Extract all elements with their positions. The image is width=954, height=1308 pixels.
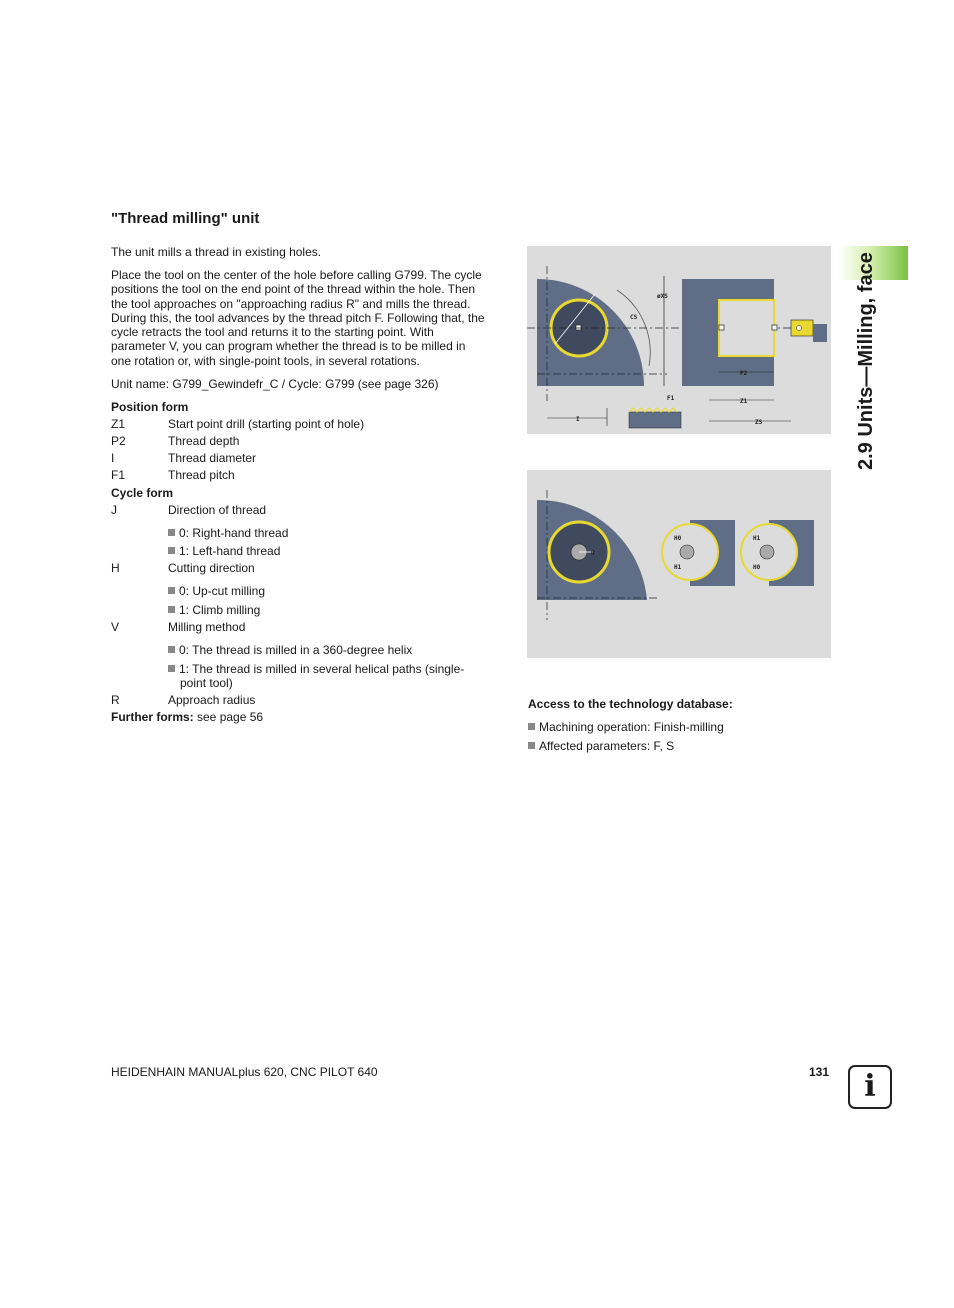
label-cs: CS — [630, 314, 638, 321]
description-line: Place the tool on the center of the hole before calling G799. The cycle — [111, 268, 482, 282]
option-item: 0: The thread is milled in a 360-degree helix — [168, 643, 412, 657]
description-line: positions the tool on the end point of the thread within the hole. Then — [111, 282, 476, 297]
technology-item: Machining operation: Finish-milling — [528, 720, 724, 734]
intro-text: The unit mills a thread in existing holes. — [111, 245, 322, 259]
option-item-continued: point tool) — [180, 676, 233, 690]
option-item: 1: The thread is milled in several helical paths (single- — [168, 662, 464, 676]
option-item: 0: Up-cut milling — [168, 584, 265, 598]
technology-heading: Access to the technology database: — [528, 697, 733, 711]
cycle-form-heading: Cycle form — [111, 486, 174, 500]
chapter-title: 2.9 Units—Milling, face — [855, 252, 877, 470]
technology-item: Affected parameters: F, S — [528, 739, 674, 753]
further-forms: Further forms: see page 56 — [111, 710, 264, 724]
label-p2: P2 — [740, 370, 748, 377]
thread-milling-diagram — [527, 246, 831, 434]
option-item: 1: Climb milling — [168, 603, 260, 617]
position-form-heading: Position form — [111, 400, 189, 414]
label-h0-left: H0 — [674, 535, 682, 542]
description-text — [111, 268, 511, 368]
label-i: I — [576, 416, 580, 423]
label-xs: øXS — [657, 293, 668, 300]
label-f1: F1 — [667, 395, 675, 402]
description-line: cycle retracts the tool and returns it to the starting point. With — [111, 325, 434, 340]
label-z1: Z1 — [740, 398, 748, 405]
description-line: one rotation or, with single-point tools, in several rotations. — [111, 353, 420, 368]
option-item: 0: Right-hand thread — [168, 526, 288, 540]
label-h1-left: H1 — [674, 564, 682, 571]
thread-milling-figure — [527, 246, 831, 434]
section-title: "Thread milling" unit — [111, 210, 260, 227]
option-item: 1: Left-hand thread — [168, 544, 280, 558]
label-r: R — [591, 550, 595, 557]
description-line: parameter V, you can program whether the thread is to be milled in — [111, 339, 466, 354]
description-line: During this, the tool advances by the thread pitch F. Following that, the — [111, 310, 485, 325]
label-h1-right: H1 — [753, 535, 761, 542]
description-line: the tool approaches on "approaching radius R" and mills the thread. — [111, 296, 471, 311]
info-icon: i — [848, 1065, 892, 1109]
approach-direction-figure — [527, 470, 831, 658]
label-h0-right: H0 — [753, 564, 761, 571]
footer-text: HEIDENHAIN MANUALplus 620, CNC PILOT 640 — [111, 1065, 378, 1079]
approach-direction-diagram — [527, 470, 831, 658]
label-zs: ZS — [755, 419, 763, 426]
unit-name: Unit name: G799_Gewindefr_C / Cycle: G799 (see page 326) — [111, 377, 439, 391]
page-number: 131 — [809, 1065, 830, 1079]
